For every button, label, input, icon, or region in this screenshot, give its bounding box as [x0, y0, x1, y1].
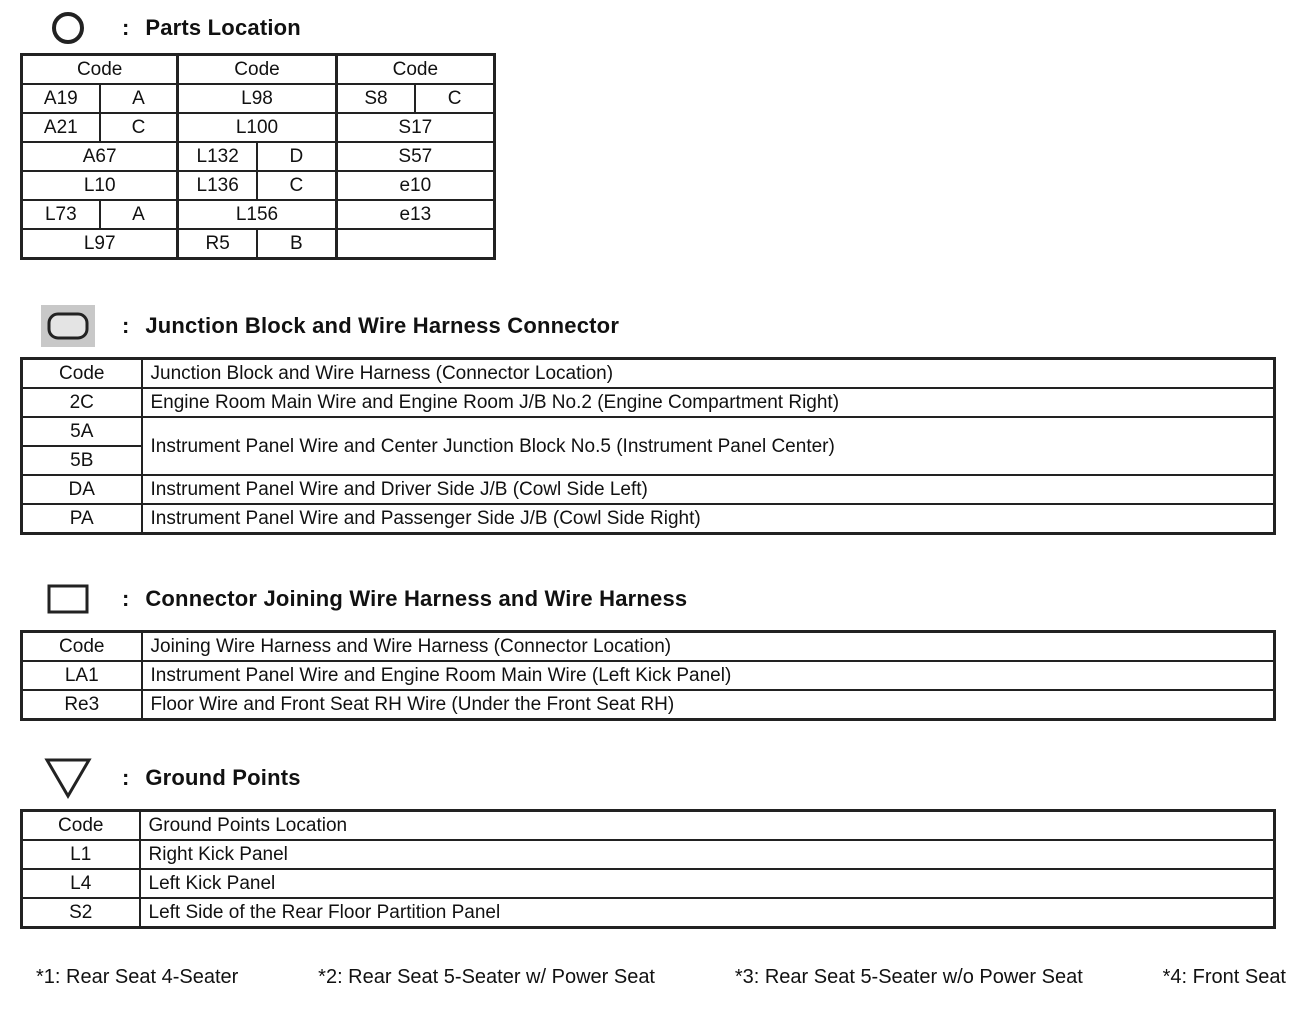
parts-location-title: Parts Location — [145, 15, 301, 40]
table-header-row — [22, 811, 1275, 841]
connector-joining-heading — [40, 577, 687, 621]
footnote: *4: Front Seat — [1162, 966, 1286, 988]
footnote: *3: Rear Seat 5-Seater w/o Power Seat — [734, 966, 1083, 988]
table-header-row — [22, 359, 1275, 389]
code-cell: e10 — [336, 171, 494, 200]
code-header: Code — [22, 632, 142, 662]
parts-location-heading — [40, 6, 301, 50]
table-row — [22, 504, 1275, 534]
code-cell: S8 — [336, 84, 415, 113]
footnote: *2: Rear Seat 5-Seater w/ Power Seat — [318, 966, 655, 988]
table-row — [22, 661, 1275, 690]
location-cell: C — [257, 171, 336, 200]
code-cell: 5B — [22, 446, 142, 475]
shaded-rounded-rect-icon — [40, 304, 96, 348]
description-header: Junction Block and Wire Harness (Connector Location) — [142, 359, 1275, 389]
triangle-down-icon — [40, 756, 96, 800]
ground-points-table — [20, 809, 1276, 929]
description-cell: Instrument Panel Wire and Driver Side J/B (Cowl Side Left) — [142, 475, 1275, 504]
location-cell: C — [415, 84, 494, 113]
table-row — [22, 417, 1275, 446]
code-cell: L1 — [22, 840, 140, 869]
heading-colon: : — [122, 15, 130, 40]
code-cell: L97 — [22, 229, 178, 259]
location-cell: B — [257, 229, 336, 259]
location-cell: C — [100, 113, 178, 142]
heading-colon: : — [122, 586, 130, 611]
parts-location-table — [20, 53, 496, 260]
code-cell: 5A — [22, 417, 142, 446]
code-cell: R5 — [178, 229, 257, 259]
connector-joining-title: Connector Joining Wire Harness and Wire Harness — [145, 586, 688, 611]
header-cell: Code — [336, 55, 494, 85]
table-row — [22, 171, 495, 200]
code-cell: L98 — [178, 84, 336, 113]
description-cell: Floor Wire and Front Seat RH Wire (Under the Front Seat RH) — [142, 690, 1275, 720]
code-cell: A19 — [22, 84, 100, 113]
table-row — [22, 229, 495, 259]
description-cell: Instrument Panel Wire and Center Junction Block No.5 (Instrument Panel Center) — [142, 417, 1275, 475]
code-cell: L10 — [22, 171, 178, 200]
table-row — [22, 84, 495, 113]
junction-block-title: Junction Block and Wire Harness Connector — [145, 313, 620, 338]
code-cell: DA — [22, 475, 142, 504]
rectangle-icon — [40, 577, 96, 621]
header-cell: Code — [22, 55, 178, 85]
description-cell: Instrument Panel Wire and Engine Room Main Wire (Left Kick Panel) — [142, 661, 1275, 690]
code-cell: L73 — [22, 200, 100, 229]
description-cell: Right Kick Panel — [140, 840, 1275, 869]
description-cell: Left Side of the Rear Floor Partition Panel — [140, 898, 1275, 928]
connector-joining-table — [20, 630, 1276, 721]
code-cell: S17 — [336, 113, 494, 142]
code-header: Code — [22, 811, 140, 841]
code-cell: 2C — [22, 388, 142, 417]
ground-points-title: Ground Points — [145, 765, 301, 790]
code-cell: L132 — [178, 142, 257, 171]
location-cell: A — [100, 84, 178, 113]
code-cell: Re3 — [22, 690, 142, 720]
code-cell: L156 — [178, 200, 336, 229]
footnotes — [36, 966, 1286, 989]
code-cell: e13 — [336, 200, 494, 229]
code-cell: LA1 — [22, 661, 142, 690]
code-cell: L4 — [22, 869, 140, 898]
table-row — [22, 200, 495, 229]
table-header-row — [22, 632, 1275, 662]
footnote: *1: Rear Seat 4-Seater — [36, 966, 239, 988]
empty-cell — [336, 229, 494, 259]
heading-colon: : — [122, 765, 130, 790]
junction-block-heading — [40, 304, 619, 348]
table-header-row — [22, 55, 495, 85]
table-row — [22, 690, 1275, 720]
table-row — [22, 475, 1275, 504]
code-cell: L136 — [178, 171, 257, 200]
code-cell: PA — [22, 504, 142, 534]
table-row — [22, 388, 1275, 417]
table-row — [22, 898, 1275, 928]
description-cell: Engine Room Main Wire and Engine Room J/B No.2 (Engine Compartment Right) — [142, 388, 1275, 417]
location-cell: A — [100, 200, 178, 229]
header-cell: Code — [178, 55, 336, 85]
table-row — [22, 840, 1275, 869]
table-row — [22, 142, 495, 171]
description-header: Ground Points Location — [140, 811, 1275, 841]
code-cell: S57 — [336, 142, 494, 171]
table-row — [22, 113, 495, 142]
code-header: Code — [22, 359, 142, 389]
code-cell: A21 — [22, 113, 100, 142]
code-cell: L100 — [178, 113, 336, 142]
description-cell: Left Kick Panel — [140, 869, 1275, 898]
code-cell: S2 — [22, 898, 140, 928]
description-cell: Instrument Panel Wire and Passenger Side J/B (Cowl Side Right) — [142, 504, 1275, 534]
location-cell: D — [257, 142, 336, 171]
code-cell: A67 — [22, 142, 178, 171]
heading-colon: : — [122, 313, 130, 338]
table-row — [22, 869, 1275, 898]
description-header: Joining Wire Harness and Wire Harness (Connector Location) — [142, 632, 1275, 662]
junction-block-table — [20, 357, 1276, 535]
circle-icon — [40, 6, 96, 50]
ground-points-heading — [40, 756, 301, 800]
